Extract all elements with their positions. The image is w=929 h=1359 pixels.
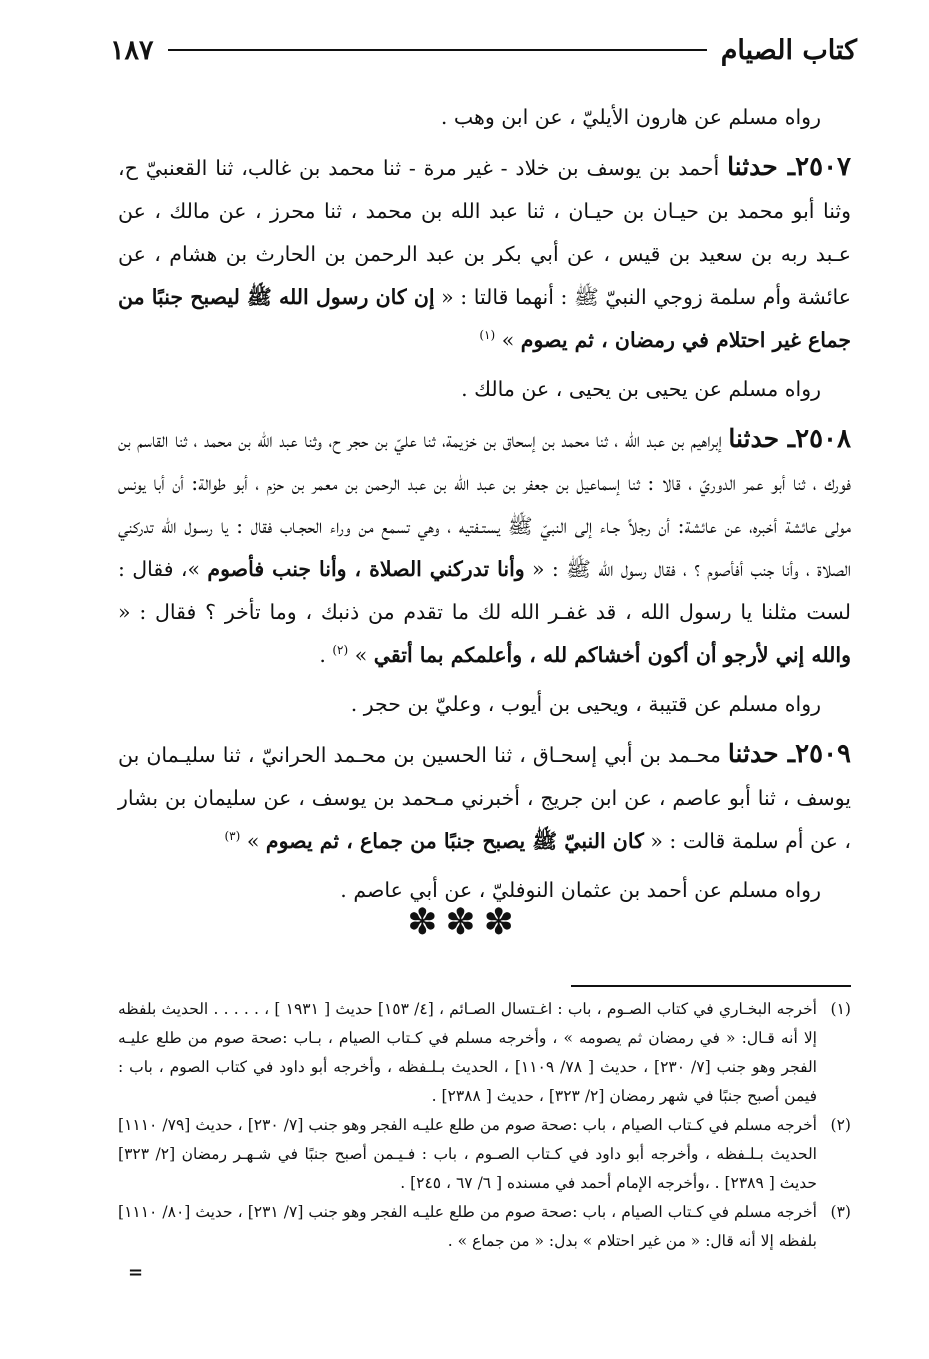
footnote-2 [118, 1111, 851, 1198]
footnote-ref: (٢) [332, 643, 349, 658]
footnote-label: (١) [830, 1000, 851, 1018]
header-rule [168, 49, 707, 51]
quote-close: » [501, 328, 521, 352]
main-text [118, 90, 851, 918]
hadith-opening: ـ حدثنا [727, 152, 796, 181]
hadith-2507 [118, 145, 851, 362]
book-title: كتاب الصيام [720, 34, 857, 66]
hadith-end: . [319, 643, 333, 667]
footnote-text: أخرجه مسلم في كـتاب الصيام ، باب :صحة صوم من طلع عليـه الفجر وهو جنب [٧/ ٢٣١] ، حديث [٨٠/ ١١١٠] بلفظه إلا أنه قال: « من غير احتلام » بدل: « من جماع » . [118, 1203, 817, 1250]
hadith-matn-2: والله إني لأرجو أن أكون أخشاكم لله ، وأعلمكم بما أتقي [373, 643, 851, 667]
page-header [110, 30, 857, 70]
narration-note: رواه مسلم عن هارون الأيليّ ، عن ابن وهب . [440, 105, 821, 129]
narration-note: رواه مسلم عن أحمد بن عثمان النوفليّ ، عن أبي عاصم . [340, 878, 821, 902]
section-separator-icon: ✽✽✽ [407, 902, 522, 943]
footnote-1 [118, 995, 851, 1111]
hadith-isnad: محـمد بن أبي إسحـاق ، ثنا الحسين بن محـمد الحرانيّ ، ثنا سليـمان بن يوسف ، ثنا أبو عاصم ، عن ابن جريج ، أخبرني مـحمد بن يوسف ، عن سليمان بن بشار ، عن أم سلمة قالت : « [118, 743, 851, 853]
hadith-middle: »، فقال : لست مثلنا يا رسول الله ، قد غفـر الله لك ما تقدم من ذنبك ، وما تأخر ؟ فقال : « [118, 557, 851, 624]
quote-close: » [354, 643, 374, 667]
hadith-isnad: إبراهيم بن عبد الله ، ثنا محمد بن إسحاق بن خزيمة، ثنا عليّ بن حجر ح، وثنا عبد الله بن محمد ، ثنا القاسم بن فورك ، ثنا أبو عمر الدوريّ ، قالا : ثنا إسماعيل بن جعفر بن عبد الله بن عبد الرحمن بن معمر بن حزم ، أبو طوالة: أن أبا يونس مولى عائشة أخبره، عن عائشة: أن رجلاً جـاء إلى النبيّ ﷺ يستـفتيه ، وهي تسمع من وراء الحجـاب فقال : يا رسـول الله تدركني الصلاة ، وأنا جنب أفأصوم ؟ ، فقال رسول الله ﷺ : « [118, 428, 851, 581]
continuation-mark: = [128, 1262, 144, 1283]
hadith-number: ٢٥٠٩ [795, 739, 851, 769]
footnote-ref: (١) [479, 328, 496, 343]
narration-note: رواه مسلم عن قتيبة ، ويحيى بن أيوب ، وعليّ بن حجر . [350, 692, 821, 716]
footnote-ref: (٣) [224, 829, 241, 844]
footnote-label: (٣) [830, 1203, 851, 1221]
hadith-number: ٢٥٠٧ [795, 152, 851, 182]
hadith-matn: إن كان رسول الله ﷺ ليصبح جنبًا من جماع غير احتلام في رمضان ، ثم يصوم [118, 285, 851, 352]
footnote-label: (٢) [830, 1116, 851, 1134]
quote-close: » [246, 829, 266, 853]
hadith-matn: وأنا تدركني الصلاة ، وأنا جنب فأصوم [207, 557, 525, 581]
hadith-matn: كان النبيّ ﷺ يصبح جنبًا من جماع ، ثم يصوم [265, 829, 644, 853]
narration-note: رواه مسلم عن يحيى بن يحيى ، عن مالك . [461, 377, 821, 401]
page-number: ١٨٧ [110, 34, 154, 66]
hadith-isnad: أحمد بن يوسف بن خلاد - غير مرة - ثنا محمد بن غالب، ثنا القعنبيّ ح، وثنا أبو محمد بن حيـان بن حيـان ، ثنا عبد الله بن محمد ، ثنا محرز ، عن مالك ، عن عـبد ربه بن سعيد بن قيس ، عن أبي بكر بن عبد الرحمن بن الحارث بن هشام ، عن عائشة وأم سلمة زوجي النبيّ ﷺ : أنهما قالتا : « [118, 156, 851, 309]
footnote-text: أخرجه مسلم في كـتاب الصيام ، باب :صحة صوم من طلع عليـه الفجر وهو جنب [٧/ ٢٣٠] ، حديث [٧٩/ ١١١٠] الحديث بـلـفظه ، وأخرجه أبو داود في كـتاب الصـوم ، باب : فـيـمن أصبح جنبًا في شـهـر رمضان [٢/ ٣٢٣] حديث [ ٢٣٨٩] . ،وأخرجه الإمام أحمد في مسنده [ ٦/ ٦٧ ، ٢٤٥] . [118, 1116, 817, 1192]
hadith-opening: ـ حدثنا [728, 424, 796, 453]
hadith-opening: ـ حدثنا [727, 739, 796, 768]
hadith-number: ٢٥٠٨ [795, 424, 851, 454]
hadith-2508 [118, 417, 851, 677]
footnotes [118, 995, 851, 1256]
hadith-2509 [118, 732, 851, 863]
footnote-3 [118, 1198, 851, 1256]
footnote-text: أخرجه البخـاري في كتاب الصـوم ، باب : اغـتسال الصـائم ، [٤/ ١٥٣] حديث [ ١٩٣١ ] ، . . . . . الحديث بلفظه إلا أنه قـال: « في رمضان ثم يصومه » ، وأخرجه مسلم في كـتاب الصيام ، بـاب :صحة صوم من طلع عليـه الفجر وهو جنب [٧/ ٢٣٠] ، حديث [ ٧٨/ ١١٠٩] ، الحديث بـلـفظه ، وأخرجه أبو داود في كتاب الصوم ، باب : فيمن أصبح جنبًا في شهر رمضان [٢/ ٣٢٣] ، حديث [ ٢٣٨٨] . [118, 1000, 817, 1105]
footnote-rule [571, 985, 851, 987]
